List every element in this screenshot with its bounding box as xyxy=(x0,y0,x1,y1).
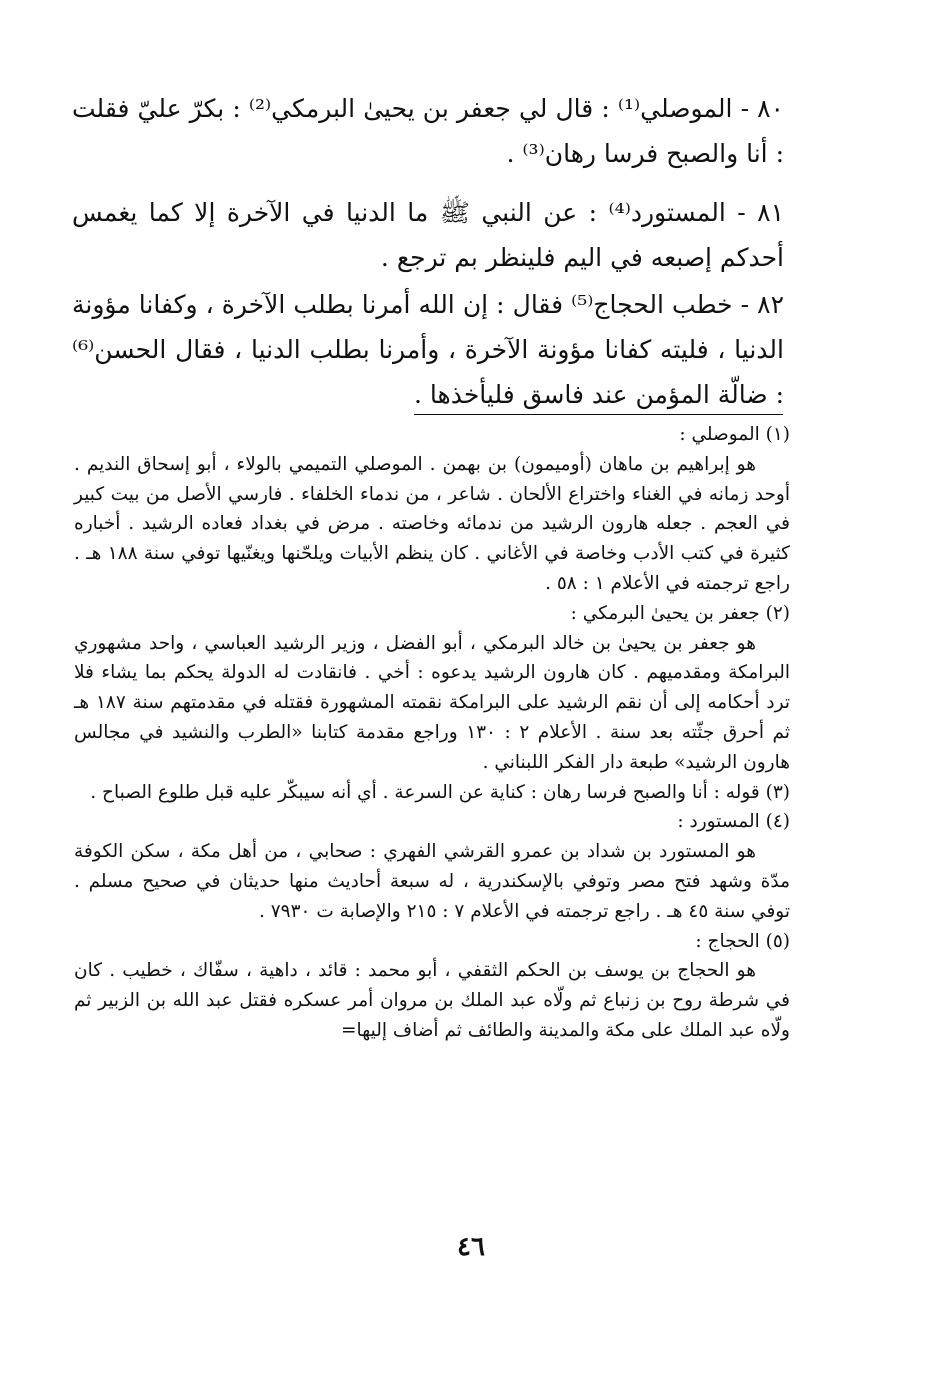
footnote-2-heading: (٢) جعفر بن يحيىٰ البرمكي : xyxy=(570,602,790,624)
footnote-divider xyxy=(414,414,783,415)
footnote-3: (٣) قوله : أنا والصبح فرسا رهان : كناية عن السرعة . أي أنه سيبكّر عليه قبل طلوع الصباح . xyxy=(90,781,790,803)
footnote-4-body: هو المستورد بن شداد بن عمرو القرشي الفهري : صحابي ، من أهل مكة ، سكن الكوفة مدّة وشهد فتح مصر وتوفي بالإسكندرية ، له سبعة أحاديث منها حديثان في صحيح مسلم . توفي سنة ٤٥ هـ . راجع ترجمته في الأعلام ٧ : ٢١٥ والإصابة ت ٧٩٣٠ . xyxy=(74,841,790,922)
entry-80: ٨٠ - الموصلي⁽¹⁾ : قال لي جعفر بن يحيىٰ البرمكي⁽²⁾ : بكرّ عليّ فقلت : أنا والصبح فرسا رهان⁽³⁾ . xyxy=(72,94,784,168)
footnote-5-heading: (٥) الحجاج : xyxy=(695,930,790,952)
footnote-1-body: هو إبراهيم بن ماهان (أوميمون) بن بهمن . الموصلي التميمي بالولاء ، أبو إسحاق النديم . أوحد زمانه في الغناء واختراع الألحان . شاعر ، من ندماء الخلفاء . فارسي الأصل من بيت كبير في العجم . جعله هارون الرشيد من ندمائه وخاصته . مرض في بغداد فعاده الرشيد . أخباره كثيرة في كتب الأدب وخاصة في الأغاني . كان ينظم الأبيات ويلحّنها ويغنّيها توفي سنة ١٨٨ هـ . راجع ترجمته في الأعلام ١ : ٥٨ . xyxy=(74,453,790,594)
entry-82: ٨٢ - خطب الحجاج⁽⁵⁾ فقال : إن الله أمرنا بطلب الآخرة ، وكفانا مؤونة الدنيا ، فليته كفانا مؤونة الآخرة ، وأمرنا بطلب الدنيا ، فقال الحسن⁽⁶⁾ : ضالّة المؤمن عند فاسق فليأخذها . xyxy=(72,290,784,409)
entry-81: ٨١ - المستورد⁽⁴⁾ : عن النبي ﷺ ما الدنيا في الآخرة إلا كما يغمس أحدكم إصبعه في اليم فلينظر بم ترجع . xyxy=(72,198,784,272)
footnote-1-heading: (١) الموصلي : xyxy=(679,424,790,445)
footnote-2-body: هو جعفر بن يحيىٰ بن خالد البرمكي ، أبو الفضل ، وزير الرشيد العباسي ، واحد مشهوري البرامكة ومقدميهم . كان هارون الرشيد يدعوه : أخي . فانقادت له الدولة يحكم بما يشاء فلا ترد أحكامه إلى أن نقم الرشيد على البرامكة نقمته المشهورة فقتله في مقدمتهم سنة ١٨٧ هـ ثم أحرق جثّته بعد سنة . الأعلام ٢ : ١٣٠ وراجع مقدمة كتابنا «الطرب والنشيد في مجالس هارون الرشيد» طبعة دار الفكر اللبناني . xyxy=(74,632,791,773)
footnote-5-body: هو الحجاج بن يوسف بن الحكم الثقفي ، أبو محمد : قائد ، داهية ، سفّاك ، خطيب . كان في شرطة روح بن زنباع ثم ولّاه عبد الملك بن مروان أمر عسكره فقتل عبد الله بن الزبير ثم ولّاه عبد الملك على مكة والمدينة والطائف ثم أضاف إليها= xyxy=(74,960,790,1041)
page-number: ٤٦ xyxy=(457,1232,485,1262)
footnotes xyxy=(74,420,790,1046)
footnote-4-heading: (٤) المستورد : xyxy=(677,811,790,833)
